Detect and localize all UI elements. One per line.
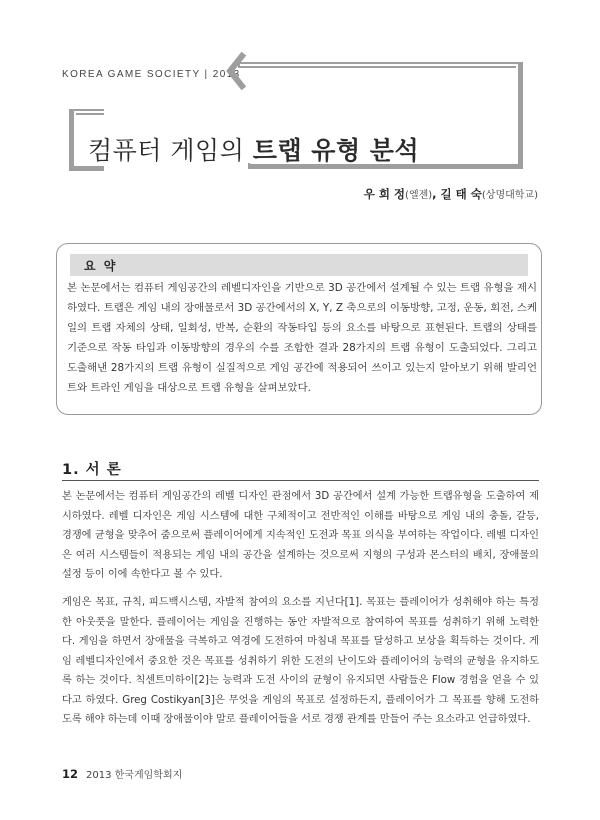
section-heading: 1. 서 론: [62, 462, 122, 478]
page-footer: [62, 766, 182, 781]
author-1: 우 희 정: [363, 187, 406, 201]
abstract-text: 본 논문에서는 컴퓨터 게임공간의 레벨디자인을 기반으로 3D 공간에서 설계될 수 있는 트랩 유형을 제시하였다. 트랩은 게임 내의 장애물로서 3D 공간에서의 X, Y, Z 축으로의 이동방향, 고정, 운동, 회전, 스케일의 트랩 자체의 상태, 일회성, 반복, 순환의 작동타입 등의 요소를 바탕으로 표현된다. 트랩의 상태를 기준으로 작동 타입과 이동방향의 경우의 수를 조합한 결과 28가지의 트랩 유형이 도출되었다. 그리고 도출해낸 28가지의 트랩 유형이 실질적으로 게임 공간에 적용되어 쓰이고 있는지 알아보기 위해 발리언트와 트라인 게임을 대상으로 트랩 유형을 살펴보았다.: [67, 282, 537, 394]
author-separator: ,: [432, 187, 441, 201]
abstract-label: 요 약: [84, 259, 118, 273]
author-2: 길 태 숙: [440, 187, 482, 201]
arrow-frame-icon: [0, 0, 600, 200]
body-paragraph-1: 본 논문에서는 컴퓨터 게임공간의 레벨 디자인 관점에서 3D 공간에서 설계 가능한 트랩유형을 도출하여 제시하였다. 레벨 디자인은 게임 시스템에 대한 구체적이고 전반적인 이해를 바탕으로 게임 내의 충돌, 갈등, 경쟁에 균형을 맞추어 줌으로써 플레이어에게 지속적인 도전과 목표 의식을 부여하는 작업이다. 레벨 디자인은 여러 시스템들이 적용되는 게임 내의 공간을 설계하는 것으로써 지형의 구성과 몬스터의 배치, 장애물의 설정 등이 이에 속한다고 볼 수 있다.: [62, 491, 539, 580]
title-bold: 트랩 유형 분석: [252, 136, 420, 165]
section-divider: [62, 480, 539, 481]
authors-line: [364, 186, 538, 202]
footer-source: 2013 한국게임학회지: [86, 770, 183, 781]
author-1-affiliation: (엘젠): [405, 190, 433, 201]
body-paragraph-2: 게임은 목표, 규칙, 피드백시스템, 자발적 참여의 요소를 지닌다[1]. 목표는 플레이어가 성취해야 하는 특정한 아웃풋을 말한다. 플레이어는 게임을 진행하는 동안 자발적으로 참여하여 목표를 성취하기 위해 노력한다. 게임을 하면서 장애물을 극복하고 역경에 도전하여 마침내 목표를 달성하고 보상을 획득하는 것이다. 게임 레벨디자인에서 중요한 것은 목표를 성취하기 위한 도전의 난이도와 플레이어의 능력의 균형을 유지하도록 하는 것이다. 칙센트미하이[2]는 능력과 도전 사이의 균형이 유지되면 사람들은 Flow 경험을 얻을 수 있다고 하였다. Greg Costikyan[3]은 무엇을 게임의 목표로 설정하든지, 플레이어가 그 목표를 향해 도전하도록 해야 하는데 이때 장애물이야 말로 플레이어들을 서로 경쟁 관계를 만들어 주는 요소라고 언급하였다.: [62, 597, 539, 725]
paper-title: [88, 131, 419, 167]
title-light: 컴퓨터 게임의: [88, 136, 253, 165]
author-2-affiliation: (상명대학교): [481, 190, 538, 201]
abstract-header-bar: [70, 254, 528, 276]
journal-header: KOREA GAME SOCIETY | 2013: [62, 69, 241, 80]
page-number: 12: [62, 767, 79, 781]
